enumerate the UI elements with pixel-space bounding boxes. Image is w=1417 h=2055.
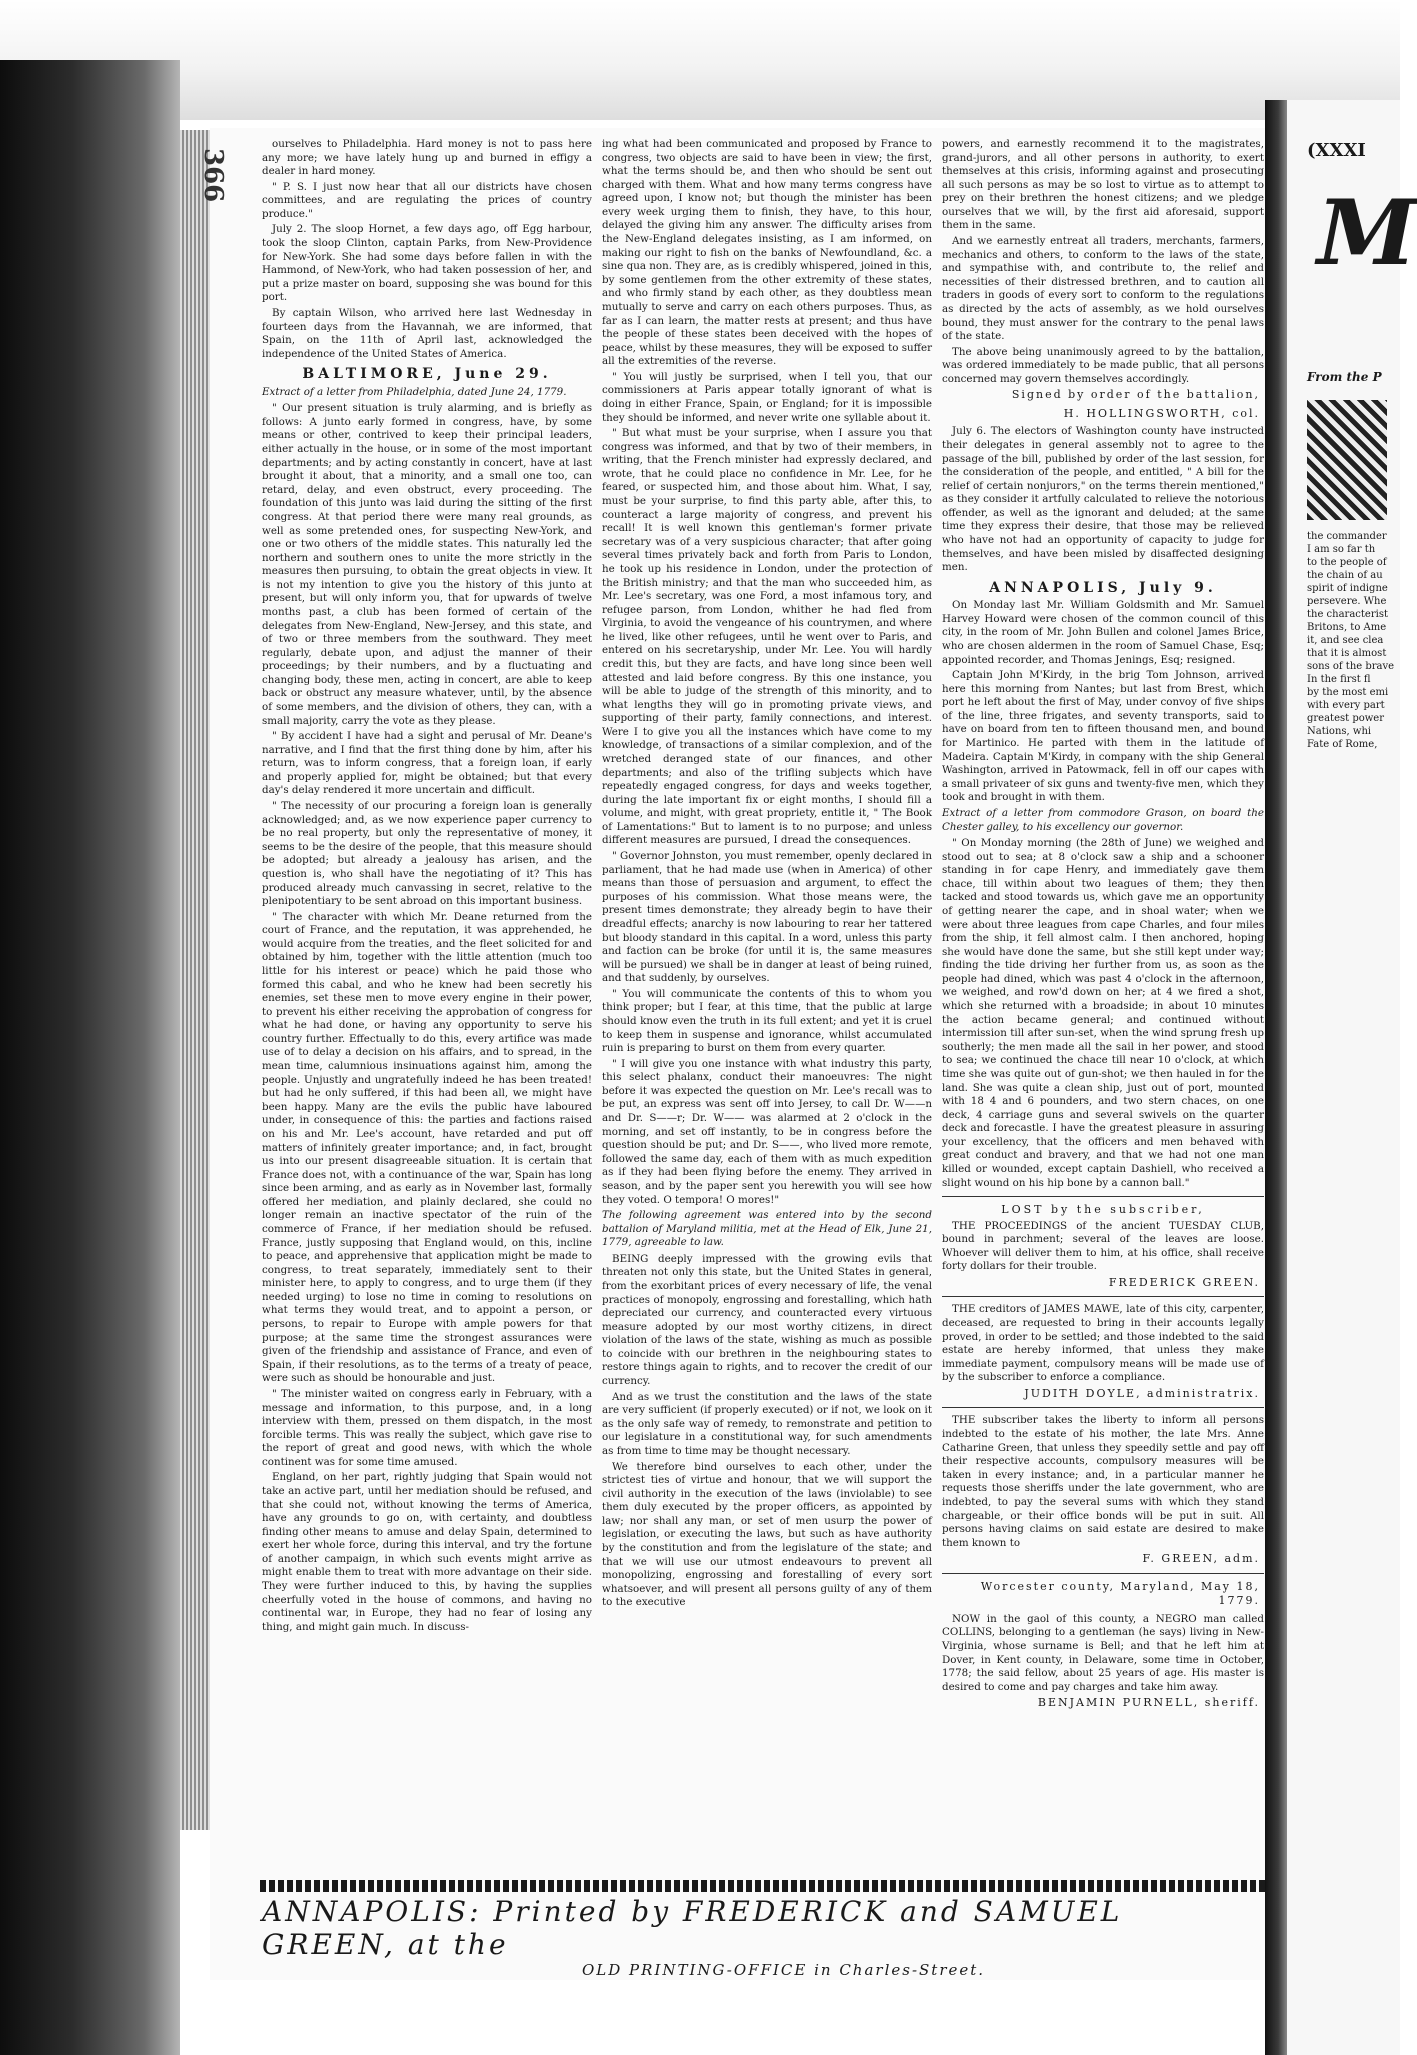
- paragraph: And as we trust the constitution and the laws of the state are very sufficient (if properly executed) or if not, we look on it as the only safe way of remedy, to remonstrate and petition to our legislature in a constitutional way, for such amendments as from time to time may be thought necessary.: [602, 1390, 932, 1457]
- facing-page-line: persevere. Whe: [1307, 596, 1387, 607]
- page-number: 366: [198, 148, 228, 203]
- facing-page-text: [1307, 530, 1400, 751]
- facing-page-from: From the P: [1307, 370, 1382, 384]
- paragraph: BEING deeply impressed with the growing evils that threaten not only this state, but the United States in general, from the exorbitant prices of every necessary of life, the venal practices of monopoly, engrossing and forestalling, which hath depreciated our currency, and counteracted every virtuous measure adopted by our most worthy citizens, in direct violation of the laws of the state, wishing as much as possible to coincide with our brethren in the neighbouring states to restore things again to rights, and to recover the credit of our currency.: [602, 1252, 932, 1388]
- worcester-notice-body: NOW in the gaol of this county, a NEGRO man called COLLINS, belonging to a gentleman (he says) living in New-Virginia, whose surname is Bell; and that he left him at Dover, in Kent county, in Delaware, some time in October, 1778; the said fellow, about 25 years of age. His master is desired to come and pay charges and take him away.: [942, 1612, 1264, 1693]
- book-gutter: [1265, 100, 1287, 2055]
- facing-page-line: the commander: [1307, 531, 1387, 542]
- paragraph: " The necessity of our procuring a foreign loan is generally acknowledged; and, as we now experience paper currency to be no real property, but only the representative of money, it seems to be the desire of the people, that this measure should be adopted; but already a jealousy has arisen, and the question is, who shall have the negotiating of it? This has produced already much canvassing in secret, relative to the plenipotentiary to be sent abroad on this important business.: [262, 800, 592, 908]
- dateline-baltimore: BALTIMORE, June 29.: [302, 366, 552, 383]
- paragraph: " Our present situation is truly alarming, and is briefly as follows: A junto early formed in congress, have, by some means or other, contrived to keep their principal leaders, either actually in the house, or in some of the most important departments; and by acting constantly in concert, have at last brought it about, that a minority, and a small one too, can retard, delay, and even obstruct, every proceeding. The foundation of this junto was laid during the sitting of the first congress. At that period there were many real grounds, as well as some pretended ones, for suspecting New-York, and one or two others of the middle states. This naturally led the northern and southern ones to unite the more strictly in the measures then pursuing, to obtain the great objects in view. It is not my intention to give you the history of this junto at present, but will only inform you, that for upwards of twelve months past, a club has been formed of certain of the delegates from New-England, New-Jersey, and this state, and of two or three members from the southward. They meet regularly, debate upon, and adjust the manner of their proceedings; by their numbers, and by a fluctuating and changing body, these men, acting in concert, are able to keep back or obstruct any measure whatever, until, by the absence of some members, and the division of others, they can, with a small majority, carry the vote as they please.: [262, 402, 592, 727]
- divider: [942, 1573, 1264, 1574]
- facing-page-header: (XXXI: [1307, 140, 1366, 161]
- facing-page-line: In the first fl: [1307, 674, 1371, 685]
- paragraph: ing what had been communicated and proposed by France to congress, two objects are said to have been in view; the first, what the terms should be, and then who should be sent out charged with them. What and how many terms congress have agreed upon, I know not; but though the minister has been every week urging them to finish, they have, to this hour, delayed the giving him any answer. The difficulty arises from the New-England delegates insisting, as I am informed, on making our right to fish on the banks of Newfoundland, &c. a sine qua non. They are, as is credibly whispered, joined in this, by some gentlemen from the other extremity of these states, and who firmly stand by each other, as they doubtless mean mutually to serve and carry on each others purposes. Thus, as far as I can learn, the matter rests at present; and thus have the people of these states been deceived with the hopes of peace, whilst by these measures, they will be exposed to suffer all the extremities of the reverse.: [602, 138, 932, 368]
- divider: [942, 1296, 1264, 1297]
- ornamental-border: [260, 1880, 1265, 1892]
- imprint-main: ANNAPOLIS: Printed by FREDERICK and SAMUEL GREEN, at the: [262, 1895, 1123, 1961]
- paragraph: " I will give you one instance with what industry this party, this select phalanx, conduct their manoeuvres: The night before it was expected the question on Mr. Lee's recall was to be put, an express was sent off into Jersey, to call Dr. W——n and Dr. S——r; Dr. W—— was alarmed at 2 o'clock in the morning, and set off instantly, to be in congress before the question should be put; and Dr. S——, who lived more remote, followed the same day, each of them with as much expedition as if they had been flying before the enemy. They arrived in season, and by the paper sent you herewith you will see how they voted. O tempora! O mores!": [602, 1057, 932, 1206]
- paragraph: By captain Wilson, who arrived here last Wednesday in fourteen days from the Havannah, we are informed, that Spain, on the 11th of April last, acknowledged the independence of the United States of America.: [262, 306, 592, 360]
- paragraph: July 6. The electors of Washington county have instructed their delegates in general assembly not to agree to the passage of the bill, published by order of the last session, for the consideration of the people, and entitled, " A bill for the relief of certain nonjurors," on the terms therein mentioned," as they consider it artfully calculated to relieve the notorious offender, as well as the ignorant and deluded; at the same time they express their desire, that those may be relieved who have not had an opportunity of capacity to judge for themselves, and have been misled by disaffected designing men.: [942, 425, 1264, 574]
- scan-top-margin: [0, 0, 1400, 120]
- signature-f-green: F. GREEN, adm.: [1142, 1552, 1260, 1566]
- divider: [942, 1196, 1264, 1197]
- divider: [942, 1407, 1264, 1408]
- extract-heading: Extract of a letter from Philadelphia, dated June 24, 1779.: [262, 385, 567, 398]
- woodcut-ornament: [1307, 400, 1387, 520]
- signature-benjamin-purnell: BENJAMIN PURNELL, sheriff.: [1037, 1696, 1260, 1710]
- signature-judith-doyle: JUDITH DOYLE, administratrix.: [1024, 1386, 1260, 1400]
- column-2: [602, 138, 932, 1868]
- agreement-heading: The following agreement was entered into by the second battalion of Maryland militia, met at the Head of Elk, June 21, 1779, agreeable to law.: [602, 1209, 932, 1249]
- paragraph: And we earnestly entreat all traders, merchants, farmers, mechanics and others, to conform to the laws of the state, and sympathise with, and contribute to, the relief and necessities of their distressed brethren, and to caution all traders in goods of every sort to conform to the regulations as directed by the acts of assembly, as we hold ourselves bound, they must answer for the contrary to the penal laws of the state.: [942, 235, 1264, 343]
- facing-page-line: spirit of indigne: [1307, 583, 1388, 594]
- paragraph: " The minister waited on congress early in February, with a message and information, to this purpose, and, in a long interview with them, pressed on them dispatch, in the most forcible terms. This was really the subject, which gave rise to the report of great and good news, with which the whole continent was for some time amused.: [262, 1387, 592, 1468]
- paragraph: " You will communicate the contents of this to whom you think proper; but I fear, at this time, that the public at large should know even the truth in its full extent; and yet it is cruel to keep them in suspense and ignorance, whilst accumulated ruin is preparing to burst on them from every quarter.: [602, 987, 932, 1055]
- imprint-sub: OLD PRINTING-OFFICE in Charles-Street.: [582, 1961, 986, 1979]
- dateline-annapolis: ANNAPOLIS, July 9.: [989, 579, 1217, 596]
- masthead-letter: M: [1317, 180, 1417, 286]
- worcester-heading: Worcester county, Maryland, May 18, 1779.: [980, 1579, 1260, 1608]
- lost-ad-body: THE PROCEEDINGS of the ancient TUESDAY CLUB, bound in parchment; several of the leaves are loose. Whoever will deliver them to him, at his office, shall receive forty dollars for their trouble.: [942, 1219, 1264, 1273]
- paragraph: ourselves to Philadelphia. Hard money is not to pass here any more; we have lately hung up and burned in effigy a dealer in hard money.: [262, 138, 592, 178]
- facing-page-line: that it is almost: [1307, 648, 1387, 659]
- facing-page-line: the chain of au: [1307, 570, 1383, 581]
- facing-page-line: the characterist: [1307, 609, 1388, 620]
- green-notice-body: THE subscriber takes the liberty to inform all persons indebted to the estate of his mother, the late Mrs. Anne Catharine Green, that unless they speedily settle and pay off their respective accounts, compulsory measures will be taken in every instance; and, in a particular manner he requests those sheriffs under the late government, who are indebted, to pay the several sums with which they stand chargeable, or their office bonds will be put in suit. All persons having claims on said estate are desired to make them known to: [942, 1414, 1264, 1549]
- paragraph: July 2. The sloop Hornet, a few days ago, off Egg harbour, took the sloop Clinton, captain Parks, from New-Providence for New-York. She had some days before fallen in with the Hammond, of New-York, who had taken possession of her, and put a prize master on board, supposing she was bound for this port.: [262, 223, 592, 304]
- paragraph: " The character with which Mr. Deane returned from the court of France, and the reputation, it was apprehended, he would acquire from the treaties, and the fleet solicited for and obtained by him, together with the little attention (much too little for his interest or peace) which he paid those who formed this cabal, and who he knew had been secretly his enemies, set these men to move every engine in their power, to prevent his either receiving the approbation of congress for what he had done, or having any opportunity to serve his country further. Effectually to do this, every artifice was made use of to delay a decision on his affairs, and to spread, in the mean time, calumnious insinuations against him, among the people. Unjustly and ungratefully indeed he has been treated! but had he only suffered, if this had been all, we might have been happy. Many are the evils the public have laboured under, in consequence of this: the parties and factions raised on his and Mr. Lee's account, have retarded and put off matters of infinitely greater importance; and, in fact, brought us into our present disagreeable situation. It is certain that France does not, with a continuance of the war, Spain has long since been arming, and as early as in November last, formally offered her mediation, and plainly declared, she could no longer remain an inactive spectator of the ruin of the commerce of France, if her mediation should be refused. France, justly supposing that England would, on this, incline to peace, and apprehensive that application might be made to congress, to treat separately, immediately sent to their minister here, to apply to congress, and to urge them (if they needed urging) to lose no time in coming to resolutions on what terms they would treat, and to appoint a person, or persons, to repair to Europe with ample powers for that purpose; at the same time the strongest assurances were given of the friendship and assistance of France, and even of Spain, if their resolutions, as to the terms of a treaty of peace, were such as should be honourable and just.: [262, 910, 592, 1385]
- facing-page-line: sons of the brave: [1307, 661, 1395, 672]
- paragraph: On Monday last Mr. William Goldsmith and Mr. Samuel Harvey Howard were chosen of the common council of this city, in the room of Mr. John Bullen and colonel James Brice, who are chosen aldermen in the room of Samuel Chase, Esq; appointed recorder, and Thomas Jenings, Esq; resigned.: [942, 599, 1264, 666]
- facing-page-line: Britons, to Ame: [1307, 622, 1387, 633]
- book-binding-shadow: [0, 60, 180, 2055]
- signed-line: Signed by order of the battalion,: [1011, 388, 1260, 402]
- facing-page-line: I am so far th: [1307, 544, 1376, 555]
- printer-imprint: [262, 1895, 1262, 1979]
- paragraph: The above being unanimously agreed to by the battalion, was ordered immediately to be made public, that all persons concerned may govern themselves accordingly.: [942, 345, 1264, 385]
- paragraph: " By accident I have had a sight and perusal of Mr. Deane's narrative, and I find that the first thing done by him, after his return, was to inform congress, that a foreign loan, if early and properly applied for, might be obtained; but that every day's delay rendered it more uncertain and difficult.: [262, 730, 592, 797]
- signature-hollingsworth: H. HOLLINGSWORTH, col.: [1063, 406, 1260, 420]
- page-edge-stack: [180, 130, 210, 1830]
- paragraph: " Governor Johnston, you must remember, openly declared in parliament, that he had made use (when in America) of other means than those of persuasion and argument, to effect the purposes of his commission. What those means were, the present times demonstrate; they already begin to have their dreadful effects; anarchy is now labouring to rear her tattered but bloody standard in this capital. In a word, unless this party and faction can be broke (for until it is, the same measures will be pursued) we shall be in danger at least of being ruined, and that suddenly, by ourselves.: [602, 850, 932, 985]
- paragraph: " But what must be your surprise, when I assure you that congress was informed, and that by two of their members, in writing, that the French minister had expressly declared, and wrote, that he could place no confidence in Mr. Lee, for he feared, or suspected him, and those about him. What, I say, must be your surprise, to find this party able, after this, to counteract a large majority of congress, and prevent his recall! It is well known this gentleman's former private secretary was of a very suspicious character; that after going several times privately back and forth from Paris to London, he took up his residence in London, under the protection of the British ministry; and that the man who succeeded him, as Mr. Lee's secretary, was one Ford, a most infamous tory, and refugee parson, from London, whither he had fled from Virginia, to avoid the vengeance of his countrymen, and where he lived, like other refugees, until he went over to Paris, and entered on his secretaryship, under Mr. Lee. You will hardly credit this, but they are facts, and have long since been well attested and laid before congress. By this one instance, you will be able to judge of the strength of this minority, and to what lengths they will go in promoting private views, and supporting of their party, family connections, and interest. Were I to give you all the instances which have come to my knowledge, of transactions of a similar complexion, and of the wretched deranged state of our finances, and other departments; and also of the trifling subjects which have repeatedly engaged congress, for days and weeks together, during the late important fix or eight months, I should fill a volume, and might, with great propriety, entitle it, " The Book of Lamentations:" But to lament is to no purpose; and unless different measures are pursued, I dread the consequences.: [602, 427, 932, 847]
- facing-page-line: with every part: [1307, 700, 1385, 711]
- signature-frederick-green: FREDERICK GREEN.: [1108, 1275, 1260, 1289]
- facing-page-line: Fate of Rome,: [1307, 739, 1378, 750]
- paragraph: We therefore bind ourselves to each other, under the strictest ties of virtue and honour, that we will support the civil authority in the execution of the laws (inviolable) to see them duly executed by the proper officers, as appointed by law; nor shall any man, or set of men usurp the power of legislation, or executing the laws, but such as have authority by the constitution and from the legislature of the state; and that we will use our utmost endeavours to prevent all monopolizing, engrossing and forestalling of every sort whatsoever, and will present all persons guilty of any of them to the executive: [602, 1460, 932, 1609]
- facing-page-line: by the most emi: [1307, 687, 1389, 698]
- facing-page-line: greatest power: [1307, 713, 1385, 724]
- paragraph: England, on her part, rightly judging that Spain would not take an active part, until her mediation should be refused, and that she could not, without knowing the terms of America, have any grounds to go on, with certainty, and doubtless finding other means to amuse and delay Spain, determined to exert her whole force, during this interval, and try the fortune of another campaign, in which such events might arrive as might enable them to treat with more advantage on their side. They were further induced to this, by having the supplies cheerfully voted in the house of commons, and having no continental war, in Europe, they had no fear of losing any thing, and might gain much. In discuss-: [262, 1471, 592, 1633]
- paragraph: " P. S. I just now hear that all our districts have chosen committees, and are regulating the prices of country produce.": [262, 180, 592, 220]
- lost-ad-heading: LOST by the subscriber,: [1001, 1203, 1205, 1217]
- paragraph: powers, and earnestly recommend it to the magistrates, grand-jurors, and all other persons in authority, to exert themselves at this crisis, informing against and prosecuting all such persons as may be so lost to virtue as to attempt to prey on their brethren the honest citizens; and we pledge ourselves that we will, by the first aid aforesaid, support them in the same.: [942, 138, 1264, 232]
- column-3: [942, 138, 1264, 1868]
- mawe-notice-body: THE creditors of JAMES MAWE, late of this city, carpenter, deceased, are requested to bring in their accounts legally proved, in order to be settled; and those indebted to the said estate are hereby informed, that unless they make immediate payment, compulsory means will be made use of by the subscriber to enforce a compliance.: [942, 1303, 1264, 1384]
- facing-page: [1287, 100, 1417, 2055]
- facing-page-line: to the people of: [1307, 557, 1387, 568]
- paragraph: Captain John M'Kirdy, in the brig Tom Johnson, arrived here this morning from Nantes; but last from Brest, which port he left about the first of May, under convoy of five ships of the line, three frigates, and seventy transports, said to have on board from ten to fifteen thousand men, and bound for Martinico. He parted with them in the latitude of Madeira. Captain M'Kirdy, in company with the ship General Washington, arrived in Patowmack, fell in off our capes with a small privateer of six guns and twenty-five men, which they took and brought in with them.: [942, 669, 1264, 804]
- facing-page-line: Nations, whi: [1307, 726, 1372, 737]
- paragraph: " You will justly be surprised, when I tell you, that our commissioners at Paris appear totally ignorant of what is doing in either France, Spain, or England; for it is impossible they should be informed, and never write one syllable about it.: [602, 370, 932, 424]
- extract-heading: Extract of a letter from commodore Grason, on board the Chester galley, to his excellency our governor.: [942, 806, 1264, 833]
- paragraph: " On Monday morning (the 28th of June) we weighed and stood out to sea; at 8 o'clock saw a ship and a schooner standing in for cape Henry, and immediately gave them chace, till within about two leagues of them; they then tacked and stood towards us, which gave me an opportunity of getting nearer the cape, and in shoal water; when we were about three leagues from cape Charles, and four miles from the ship, it fell almost calm. I then anchored, hoping she would have done the same, but she still kept under way; finding the tide driving her further from us, as soon as the people had dined, which was past 4 o'clock in the afternoon, we weighed, and row'd down on her; at 4 we fired a shot, which she returned with a broadside; in about 10 minutes the action became general; and continued without intermission till after sun-set, when the wind sprung fresh up southerly; the men made all the sail in her power, and stood to sea; we continued the chace till near 10 o'clock, at which time she was quite out of gun-shot; we then hauled in for the land. She was quite a clean ship, just out of port, mounted with 18 4 and 6 pounders, and two stern chaces, on one deck, 4 carriage guns and several swivels on the quarter deck and forecastle. I have the greatest pleasure in assuring your excellency, that the officers and men behaved with great conduct and bravery, and that we had not one man killed or wounded, except captain Dashiell, who received a slight wound on his hip bone by a cannon ball.": [942, 837, 1264, 1189]
- facing-page-line: it, and see clea: [1307, 635, 1384, 646]
- column-1: [262, 138, 592, 1868]
